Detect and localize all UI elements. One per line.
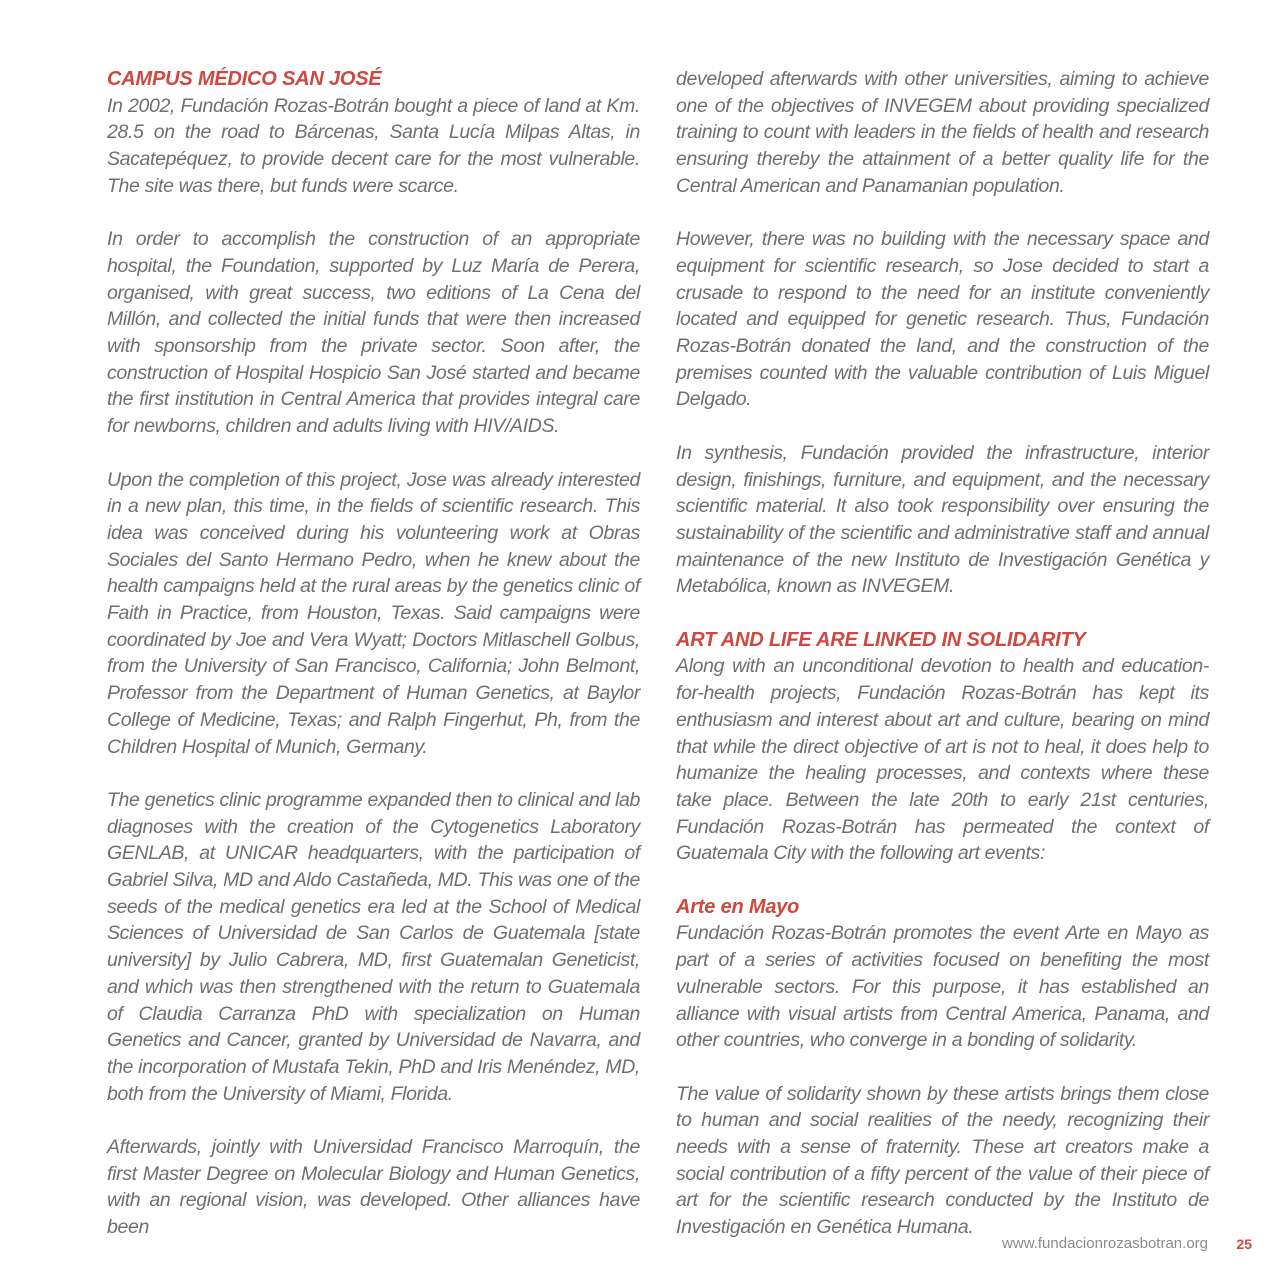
paragraph: However, there was no building with the necessary space and equipment for scientific research, so Jose decided to start a crusade to respond to the need for an institute conveniently located and equipped for genetic research. Thus, Fundación Rozas-Botrán donated the land, and the construction of the premises counted with the valuable contribution of Luis Miguel Delgado. bbox=[676, 228, 1209, 411]
paragraph: The genetics clinic programme expanded then to clinical and lab diagnoses with the creation of the Cytogenetics Laboratory GENLAB, at UNICAR headquarters, with the participation of Gabriel Silva, MD and Aldo Castañeda, MD. This was one of the seeds of the medical genetics era led at the School of Medical Sciences of Universidad de San Carlos de Guatemala [state university] by Julio Cabrera, MD, first Guatemalan Geneticist, and which was then strengthened with the return to Guatemala of Claudia Carranza PhD with specialization on Human Genetics and Cancer, granted by Universidad de Navarra, and the incorporation of Mustafa Tekin, PhD and Iris Menéndez, MD, both from the University of Miami, Florida. bbox=[107, 788, 640, 1105]
right-column bbox=[676, 66, 1209, 1241]
paragraph: Upon the completion of this project, Jose was already interested in a new plan, this time, in the fields of scientific research. This idea was conceived during his volunteering work at Obras Sociales del Santo Hermano Pedro, when he knew about the health campaigns held at the rural areas by the genetics clinic of Faith in Practice, from Houston, Texas. Said campaigns were coordinated by Joe and Vera Wyatt; Doctors Mitlaschell Golbus, from the University of San Francisco, California; John Belmont, Professor from the Department of Human Genetics, at Baylor College of Medicine, Texas; and Ralph Fingerhut, Ph, from the Children Hospital of Munich, Germany. bbox=[107, 468, 640, 758]
paragraph: developed afterwards with other universities, aiming to achieve one of the objectives of INVEGEM about providing specialized training to count with leaders in the fields of health and research ensuring thereby the attainment of a better quality life for the Central American and Panamanian population. bbox=[676, 68, 1209, 197]
paragraph: In synthesis, Fundación provided the infrastructure, interior design, finishings, furniture, and equipment, and the necessary scientific material. It also took responsibility over ensuring the sustainability of the scientific and administrative staff and annual maintenance of the new Instituto de Investigación Genética y Metabólica, known as INVEGEM. bbox=[676, 441, 1209, 598]
section-heading-campus: CAMPUS MÉDICO SAN JOSÉ bbox=[107, 68, 382, 90]
page-number: 25 bbox=[1236, 1236, 1252, 1252]
paragraph: Afterwards, jointly with Universidad Francisco Marroquín, the first Master Degree on Molecular Biology and Human Genetics, with an regional vision, was developed. Other alliances have been bbox=[107, 1136, 640, 1239]
left-column bbox=[107, 66, 640, 1241]
section-heading-art-and-life: ART AND LIFE ARE LINKED IN SOLIDARITY bbox=[676, 628, 1086, 651]
paragraph: Along with an unconditional devotion to health and education-for-health projects, Fundación Rozas-Botrán has kept its enthusiasm and interest about art and culture, bearing on mind that while the direct objective of art is not to heal, it does help to humanize the healing processes, and contexts where these take place. Between the late 20th to early 21st centuries, Fundación Rozas-Botrán has permeated the context of Guatemala City with the following art events: bbox=[676, 655, 1209, 865]
paragraph: In 2002, Fundación Rozas-Botrán bought a piece of land at Km. 28.5 on the road to Bárcenas, Santa Lucía Milpas Altas, in Sacatepéquez, to provide decent care for the most vulnerable. The site was there, but funds were scarce. bbox=[107, 94, 640, 197]
paragraph: The value of solidarity shown by these artists brings them close to human and social realities of the needy, recognizing their needs with a sense of fraternity. These art creators make a social contribution of a fifty percent of the value of their piece of art for the scientific research conducted by the Instituto de Investigación en Genética Humana. bbox=[676, 1082, 1209, 1239]
subheading-arte-en-mayo: Arte en Mayo bbox=[676, 895, 800, 918]
paragraph: In order to accomplish the construction of an appropriate hospital, the Foundation, supported by Luz María de Perera, organised, with great success, two editions of La Cena del Millón, and collected the initial funds that were then increased with sponsorship from the private sector. Soon after, the construction of Hospital Hospicio San José started and became the first institution in Central America that provides integral care for newborns, children and adults living with HIV/AIDS. bbox=[107, 228, 640, 438]
footer-website-url: www.fundacionrozasbotran.org bbox=[1002, 1235, 1208, 1252]
paragraph: Fundación Rozas-Botrán promotes the event Arte en Mayo as part of a series of activities focused on benefiting the most vulnerable sectors. For this purpose, it has established an alliance with visual artists from Central America, Panama, and other countries, who converge in a bonding of solidarity. bbox=[676, 922, 1209, 1052]
